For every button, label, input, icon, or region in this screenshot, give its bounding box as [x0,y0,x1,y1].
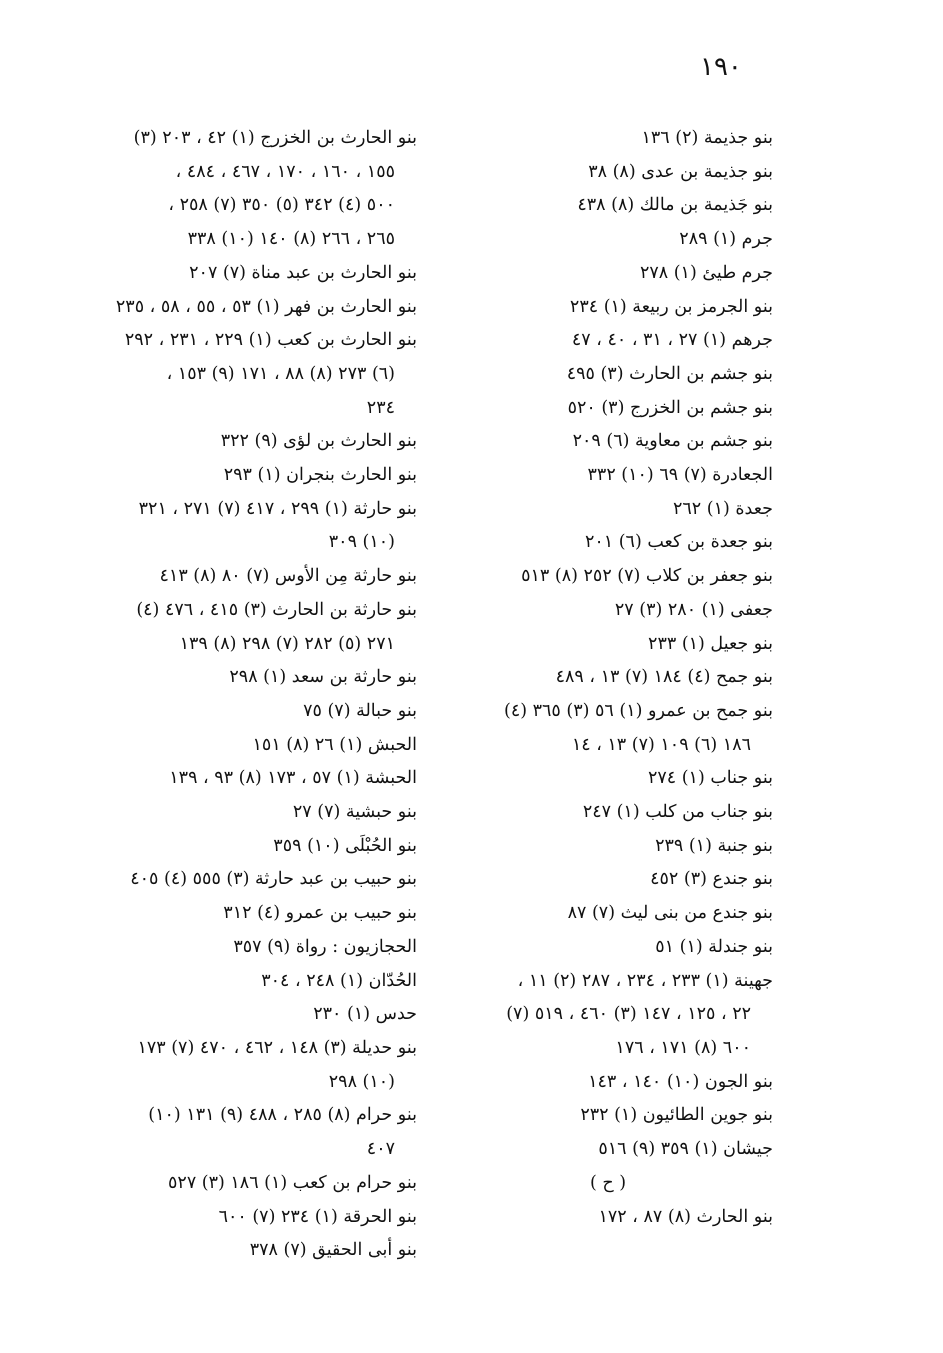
entry-text: بنو الحارث بن كعب (١) ٢٢٩ ، ٢٣١ ، ٢٩٢ [124,330,417,351]
index-entry [443,526,773,560]
entry-continuation: ٢٦٥ ، ٢٦٦ (٨) ١٤٠ (١٠) ٣٣٨ [187,229,395,250]
entry-text: بنو الجون (١٠) ١٤٠ ، ١٤٣ [588,1071,773,1092]
entry-text: بنو أبى الحقيق (٧) ٣٧٨ [249,1240,417,1261]
index-entry [443,661,773,695]
index-column-right [443,122,773,1234]
index-entry [82,931,417,965]
entry-text: بنو حرام بن كعب (١) ١٨٦ (٣) ٥٢٧ [168,1172,417,1193]
index-entry [82,291,417,325]
index-entry [443,1133,773,1167]
entry-continuation: ٢٣٤ [366,397,395,418]
index-entry [82,257,417,291]
entry-text: بنو جَذيمة بن مالك (٨) ٤٣٨ [577,195,773,216]
entry-text: بنو جناب (١) ٢٧٤ [647,768,773,789]
index-entry [82,695,417,729]
index-entry [82,661,417,695]
index-entry [82,1167,417,1201]
index-entry [443,1099,773,1133]
index-entry [443,897,773,931]
entry-text: بنو جوين الطائيون (١) ٢٣٢ [580,1105,773,1126]
index-entry [82,830,417,864]
entry-text: بنو جنبة (١) ٢٣٩ [655,835,773,856]
index-entry [82,1099,417,1166]
entry-continuation: (٦) ٢٧٣ (٨) ٨٨ ، ١٧١ (٩) ١٥٣ ، [166,363,395,384]
index-entry [443,223,773,257]
index-entry [443,863,773,897]
index-entry [82,1234,417,1268]
index-entry [82,998,417,1032]
entry-text: بنو جعدة بن كعب (٦) ٢٠١ [584,532,773,553]
section-heading: ( ح ) [589,1172,627,1193]
entry-text: بنو حبشية (٧) ٢٧ [292,802,417,823]
entry-text: بنو الحارث (٨) ٨٧ ، ١٧٢ [598,1206,773,1227]
entry-text: بنو الحارث بن لؤى (٩) ٣٢٢ [220,431,417,452]
entry-text: بنو الحرقة (١) ٢٣٤ (٧) ٦٠٠ [218,1206,417,1227]
entry-text: بنو جعفر بن كلاب (٧) ٢٥٢ (٨) ٥١٣ [521,566,773,587]
index-entry [82,493,417,560]
entry-continuation: ٦٠٠ (٨) ١٧١ ، ١٧٦ [615,1037,751,1058]
index-entry [82,897,417,931]
entry-text: بنو جمح بن عمرو (١) ٥٦ (٣) ٣٦٥ (٤) [504,700,773,721]
entry-text: بنو الحارث بن فهر (١) ٥٣ ، ٥٥ ، ٥٨ ، ٢٣٥ [115,296,417,317]
index-entry [443,1066,773,1100]
entry-continuation: ٢٢ ، ١٢٥ ، ١٤٧ (٣) ٤٦٠ ، ٥١٩ (٧) [506,1004,751,1025]
entry-text: بنو جشم بن الحارث (٣) ٤٩٥ [566,363,773,384]
entry-text: بنو الحارث بن عبد مناة (٧) ٢٠٧ [189,262,417,283]
entry-text: بنو الجرمز بن ربيعة (١) ٢٣٤ [569,296,773,317]
index-entry [443,695,773,762]
entry-text: جرم طيئ (١) ٢٧٨ [639,262,773,283]
entry-text: بنو الحارث بنجران (١) ٢٩٣ [223,465,417,486]
index-entry [82,1201,417,1235]
entry-text: بنو حبالة (٧) ٧٥ [303,700,417,721]
entry-continuation: (١٠) ٣٠٩ [328,532,395,553]
index-entry [443,189,773,223]
entry-text: بنو جمح (٤) ١٨٤ (٧) ١٣ ، ٤٨٩ [555,667,773,688]
index-entry [443,358,773,392]
entry-text: بنو حارثة (١) ٢٩٩ ، ٤١٧ (٧) ٢٧١ ، ٣٢١ [138,498,417,519]
entry-continuation: ١٨٦ (٦) ١٠٩ (٧) ١٣ ، ١٤ [571,734,751,755]
entry-text: بنو جشم بن الخزرج (٣) ٥٢٠ [567,397,773,418]
entry-text: جرم (١) ٢٨٩ [679,229,773,250]
entry-text: بنو حارثة بن الحارث (٣) ٤١٥ ، ٤٧٦ (٤) [136,599,417,620]
entry-continuation: (١٠) ٢٩٨ [328,1071,395,1092]
entry-text: جيشان (١) ٣٥٩ (٩) ٥١٦ [598,1139,773,1160]
entry-text: بنو جعيل (١) ٢٣٣ [648,633,773,654]
index-entry [443,830,773,864]
index-entry [82,594,417,661]
index-entry [82,459,417,493]
entry-text: الجعادرة (٧) ٦٩ (١٠) ٣٣٢ [587,465,773,486]
index-entry [82,425,417,459]
index-entry [443,931,773,965]
index-entry [443,324,773,358]
index-entry [82,796,417,830]
index-entry [82,729,417,763]
entry-text: جهينة (١) ٢٣٣ ، ٢٣٤ ، ٢٨٧ (٢) ١١ ، [517,970,773,991]
index-entry [82,1032,417,1099]
index-entry [443,459,773,493]
index-entry [443,560,773,594]
entry-text: بنو الحُبْلَى (١٠) ٣٥٩ [273,835,417,856]
entry-text: الحجازيون : رواة (٩) ٣٥٧ [233,936,417,957]
entry-text: بنو جذيمة (٢) ١٣٦ [641,128,773,148]
entry-continuation: ١٥٥ ، ١٦٠ ، ١٧٠ ، ٤٦٧ ، ٤٨٤ ، [175,161,395,182]
index-entry [443,122,773,156]
entry-continuation: ٥٠٠ (٤) ٣٤٢ (٥) ٣٥٠ (٧) ٢٥٨ ، [168,195,395,216]
entry-text: بنو الحارث بن الخزرج (١) ٤٢ ، ٢٠٣ (٣) [133,128,417,148]
index-entry [443,425,773,459]
entry-text: بنو جندلة (١) ٥١ [655,936,773,957]
index-entry [443,493,773,527]
entry-text: بنو حبيب بن عبد حارثة (٣) ٥٥٥ (٤) ٤٠٥ [130,869,417,890]
entry-text: جعدة (١) ٢٦٢ [672,498,773,519]
index-entry [443,628,773,662]
entry-continuation: ٤٠٧ [366,1139,395,1160]
entry-text: الحبش (١) ٢٦ (٨) ١٥١ [252,734,417,755]
index-entry [443,594,773,628]
index-entry [443,965,773,1066]
index-entry [443,796,773,830]
entry-text: الحبشة (١) ٥٧ ، ١٧٣ (٨) ٩٣ ، ١٣٩ [169,768,417,789]
index-entry [443,762,773,796]
entry-text: بنو جشم بن معاوية (٦) ٢٠٩ [572,431,773,452]
entry-text: بنو حارثة بن سعد (١) ٢٩٨ [229,667,417,688]
entry-text: بنو حبيب بن عمرو (٤) ٣١٢ [223,903,417,924]
entry-text: بنو جندع من بنى ليث (٧) ٨٧ [567,903,773,924]
entry-text: بنو جندع (٣) ٤٥٢ [650,869,773,890]
entry-text: الحُدّان (١) ٢٤٨ ، ٣٠٤ [261,970,417,991]
entry-text: بنو حارثة مِن الأوس (٧) ٨٠ (٨) ٤١٣ [159,566,417,587]
entry-text: حدس (١) ٢٣٠ [313,1004,417,1025]
page-number: ١٩٠ [700,52,742,82]
index-entry [443,392,773,426]
index-entry [443,257,773,291]
index-entry [443,156,773,190]
index-entry [443,291,773,325]
index-entry [82,965,417,999]
entry-text: بنو جناب من كلب (١) ٢٤٧ [582,802,773,823]
entry-text: بنو حرام (٨) ٢٨٥ ، ٤٨٨ (٩) ١٣١ (١٠) [148,1105,417,1126]
index-entry [82,560,417,594]
index-entry [443,1201,773,1235]
index-entry [82,863,417,897]
index-entry [82,324,417,425]
index-column-left [82,122,417,1268]
entry-continuation: ٢٧١ (٥) ٢٨٢ (٧) ٢٩٨ (٨) ١٣٩ [179,633,395,654]
index-entry [82,762,417,796]
entry-text: جعفى (١) ٢٨٠ (٣) ٢٧ [614,599,773,620]
entry-text: بنو حديلة (٣) ١٤٨ ، ٤٦٢ ، ٤٧٠ (٧) ١٧٣ [137,1037,417,1058]
entry-text: جرهم (١) ٢٧ ، ٣١ ، ٤٠ ، ٤٧ [571,330,773,351]
entry-text: بنو جذيمة بن عدى (٨) ٣٨ [588,161,773,182]
index-entry [82,122,417,257]
